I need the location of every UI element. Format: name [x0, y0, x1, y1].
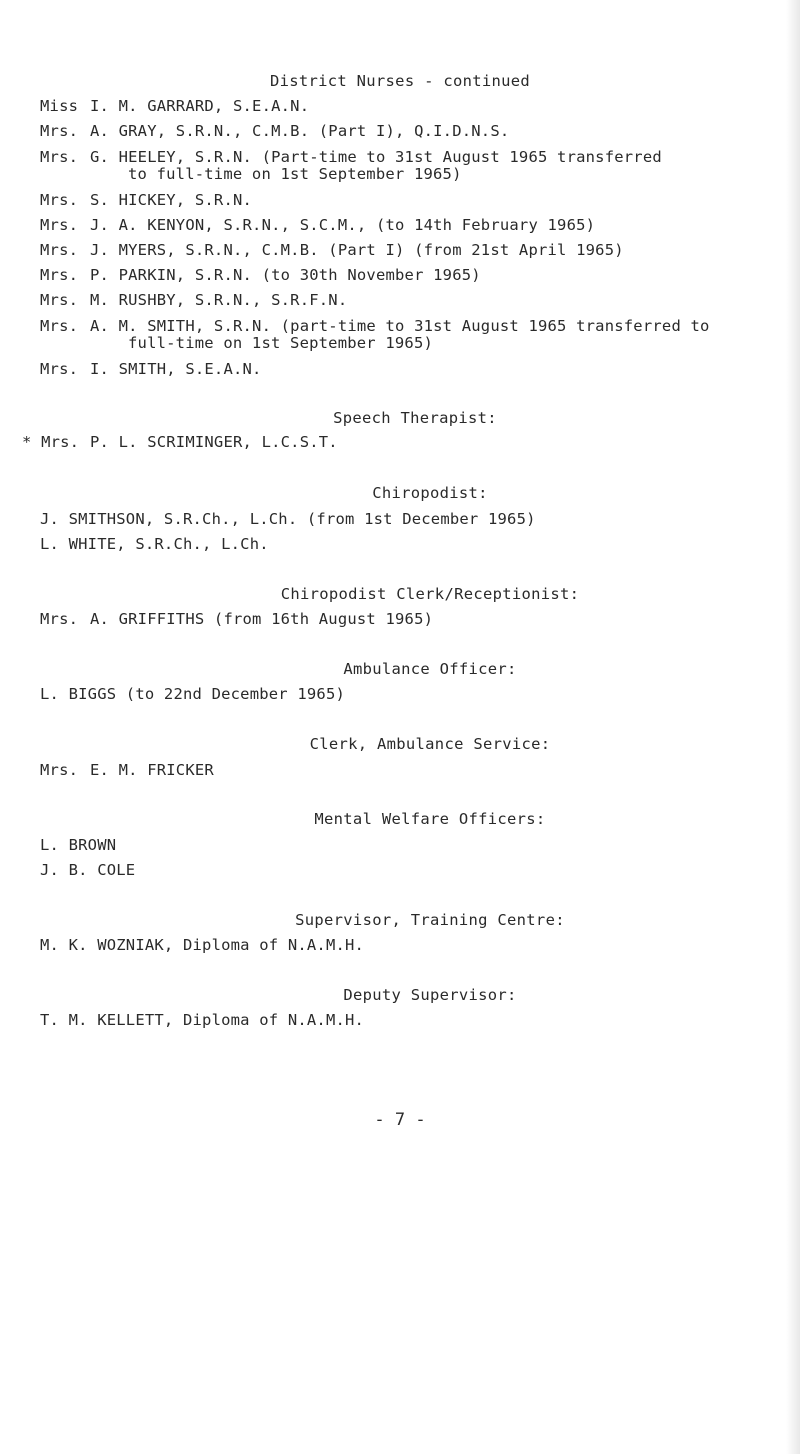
entry-prefix: Mrs. [40, 241, 79, 259]
entry-text: M. K. WOZNIAK, Diploma of N.A.M.H. [40, 936, 365, 954]
entry-text: J. A. KENYON, S.R.N., S.C.M., (to 14th February 1965) [90, 216, 596, 234]
entry-text: P. L. SCRIMINGER, L.C.S.T. [90, 433, 338, 451]
entry-text: M. RUSHBY, S.R.N., S.R.F.N. [90, 291, 348, 309]
entry-text: I. M. GARRARD, S.E.A.N. [90, 97, 310, 115]
section-heading-deputy-supervisor: Deputy Supervisor: [343, 986, 517, 1004]
section-heading-district-nurses: District Nurses - continued [269, 72, 531, 90]
section-heading-ambulance-officer: Ambulance Officer: [343, 660, 517, 678]
section-heading-mental-welfare: Mental Welfare Officers: [314, 810, 546, 828]
entry-text: A. GRAY, S.R.N., C.M.B. (Part I), Q.I.D.N.S. [90, 122, 510, 140]
entry-text: I. SMITH, S.E.A.N. [90, 360, 262, 378]
entry-prefix: Mrs. [40, 761, 79, 779]
entry-prefix: Mrs. [40, 317, 79, 335]
entry-prefix: Mrs. [40, 610, 79, 628]
entry-text: L. BROWN [40, 836, 117, 854]
entry-prefix: * Mrs. [22, 433, 80, 451]
page-number: - 7 - [374, 1110, 426, 1130]
entry-text: G. HEELEY, S.R.N. (Part-time to 31st August 1965 transferred [90, 148, 662, 166]
entry-text: L. WHITE, S.R.Ch., L.Ch. [40, 535, 269, 553]
entry-text: J. SMITHSON, S.R.Ch., L.Ch. (from 1st December 1965) [40, 510, 536, 528]
entry-text: S. HICKEY, S.R.N. [90, 191, 253, 209]
entry-text: A. GRIFFITHS (from 16th August 1965) [90, 610, 434, 628]
section-heading-clerk-ambulance: Clerk, Ambulance Service: [309, 735, 551, 753]
entry-prefix: Mrs. [40, 122, 79, 140]
entry-text: J. MYERS, S.R.N., C.M.B. (Part I) (from 21st April 1965) [90, 241, 624, 259]
entry-text: E. M. FRICKER [90, 761, 214, 779]
entry-prefix: Mrs. [40, 148, 79, 166]
entry-prefix: Miss [40, 97, 79, 115]
section-heading-supervisor-training: Supervisor, Training Centre: [295, 911, 565, 929]
section-heading-chiropodist: Chiropodist: [372, 484, 488, 502]
entry-text: A. M. SMITH, S.R.N. (part-time to 31st August 1965 transferred to [90, 317, 710, 335]
entry-text: T. M. KELLETT, Diploma of N.A.M.H. [40, 1011, 365, 1029]
entry-continuation: full-time on 1st September 1965) [128, 334, 434, 352]
section-heading-chiropodist-clerk: Chiropodist Clerk/Receptionist: [280, 585, 580, 603]
entry-continuation: to full-time on 1st September 1965) [128, 165, 462, 183]
entry-text: J. B. COLE [40, 861, 136, 879]
section-heading-speech-therapist: Speech Therapist: [333, 409, 497, 427]
entry-prefix: Mrs. [40, 191, 79, 209]
scan-edge-shadow [786, 0, 800, 1454]
entry-prefix: Mrs. [40, 216, 79, 234]
entry-prefix: Mrs. [40, 266, 79, 284]
entry-text: P. PARKIN, S.R.N. (to 30th November 1965) [90, 266, 481, 284]
entry-text: L. BIGGS (to 22nd December 1965) [40, 685, 346, 703]
entry-prefix: Mrs. [40, 360, 79, 378]
entry-prefix: Mrs. [40, 291, 79, 309]
